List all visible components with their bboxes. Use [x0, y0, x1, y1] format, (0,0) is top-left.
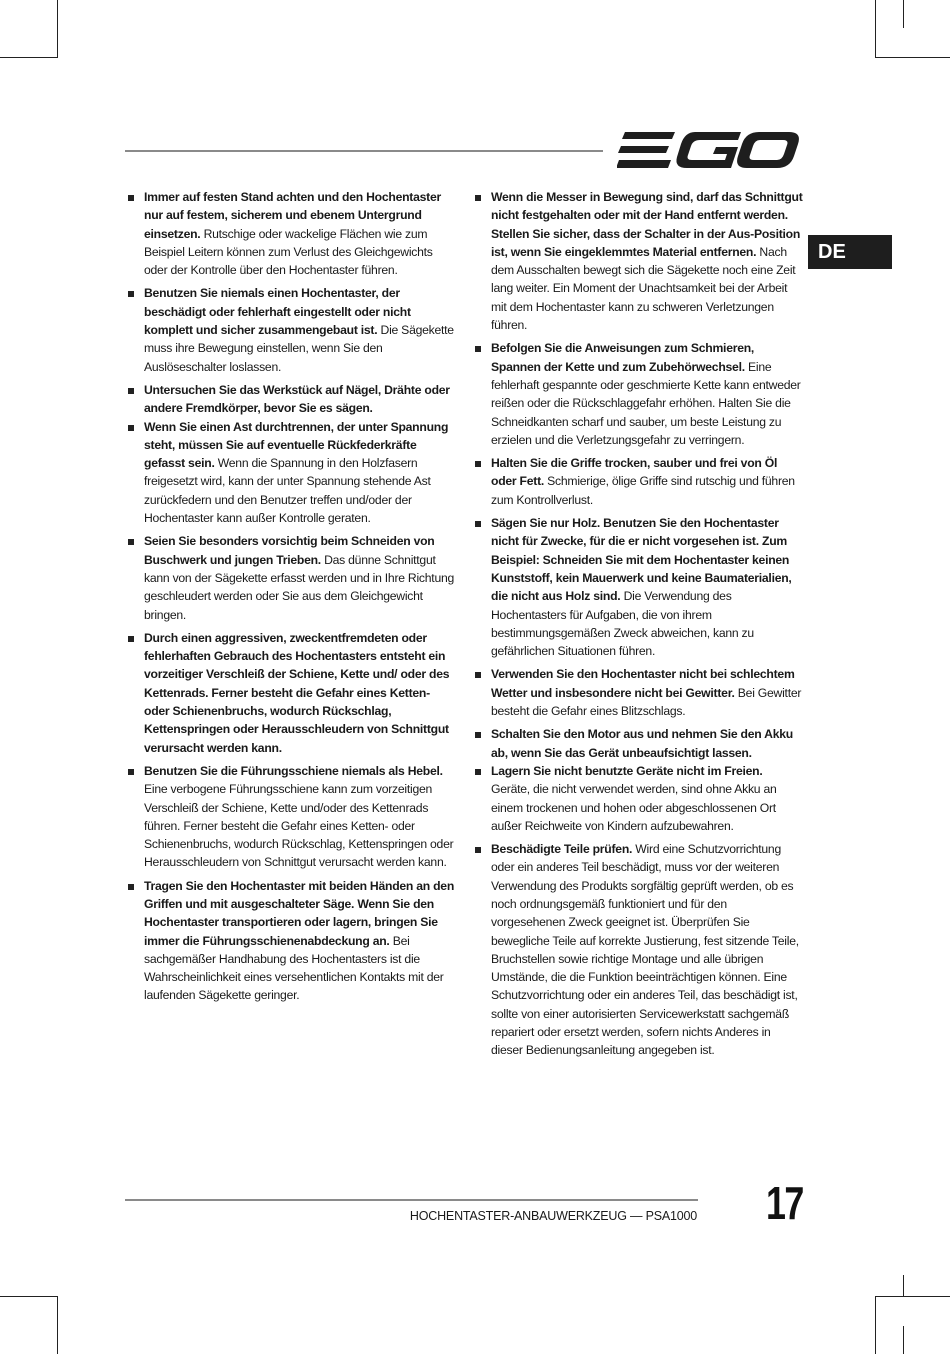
item-bold-text: Beschädigte Teile prüfen. — [491, 842, 633, 857]
item-text: Bei Gewitter besteht die Gefahr eines Blitzschlags. — [491, 685, 802, 719]
bullet-icon — [128, 388, 134, 394]
item-text: Nach dem Ausschalten bewegt sich die Sägekette noch eine Zeit lang weiter. Ein Moment der Unachtsamkeit bei der Arbeit mit dem Hochentaster kann zu schweren Verletzungen führen. — [491, 244, 796, 333]
item-bold-text: Wenn die Messer in Bewegung sind, darf das Schnittgut nicht festgehalten oder mit der Hand entfernt werden. Stellen Sie sicher, dass der Schalter in der Aus-Position ist, wenn Sie eingeklemmtes Material entfernen. — [491, 190, 803, 259]
list-item — [127, 284, 457, 375]
crop-mark — [875, 1296, 876, 1354]
item-text: Eine fehlerhaft gespannte oder geschmierte Kette kann entweder reißen oder die Rückschlaggefahr erhöhen. Halten Sie die Schneidkanten scharf und sauber, um beste Leistung zu erzielen und die Verletzungsgefahr zu verringern. — [491, 359, 801, 447]
item-bold-text: Verwenden Sie den Hochentaster nicht bei schlechtem Wetter und insbesondere nicht bei Gewitter. — [491, 667, 795, 700]
bullet-icon — [475, 732, 481, 738]
item-bold-text: Sägen Sie nur Holz. Benutzen Sie den Hochentaster nicht für Zwecke, für die er nicht vorgesehen ist. Zum Beispiel: Schneiden Sie mit dem Hochentaster keinen Kunststoff, kein Mauerwerk und keine Baumaterialien, die nicht aus Holz sind. — [491, 516, 792, 604]
list-item — [127, 877, 457, 1005]
page-number: 17 — [766, 1177, 803, 1229]
item-bold-text: Untersuchen Sie das Werkstück auf Nägel, Drähte oder andere Fremdkörper, bevor Sie es sägen. — [144, 382, 450, 416]
bullet-icon — [128, 291, 134, 297]
crop-mark — [875, 1296, 950, 1297]
item-bold-text: Seien Sie besonders vorsichtig beim Schneiden von Buschwerk und jungen Trieben. — [144, 534, 435, 567]
item-bold-text: Schalten Sie den Motor aus und nehmen Sie den Akku ab, wenn Sie das Gerät unbeaufsichtigt lassen. — [491, 727, 793, 760]
bullet-icon — [475, 521, 481, 527]
crop-mark — [903, 1275, 904, 1297]
footer-rule — [125, 1199, 698, 1201]
item-text: Wird eine Schutzvorrichtung oder ein anderes Teil beschädigt, muss vor der weiteren Verwendung des Produkts sorgfältig geprüft werden, ob es noch ordnungsgemäß funktioniert und für den vorgesehenen Zweck geeignet ist. Überprüfen Sie bewegliche Teile auf korrekte Justierung, fest sitzende Teile, Bruchstellen sowie richtige Montage und alle übrigen Umstände, die die Funktion beeinträchtigen können. Eine Schutzvorrichtung oder ein anderes Teil, das beschädigt ist, sollte von einer autorisierten Servicewerkstatt sachgemäß repariert oder ersetzt werden, sofern nichts Anderes in dieser Bedienungsanleitung angegeben ist. — [491, 842, 799, 1058]
item-bold-text: Benutzen Sie niemals einen Hochentaster, der beschädigt oder fehlerhaft eingestellt oder nicht komplett und sicher zusammengebaut ist. — [144, 286, 411, 338]
item-bold-text: Wenn Sie einen Ast durchtrennen, der unter Spannung steht, müssen Sie auf eventuelle Rückfederkräfte gefasst sein. — [144, 419, 449, 471]
footer-title: HOCHENTASTER-ANBAUWERKZEUG — PSA1000 — [409, 1209, 697, 1223]
item-bold-text: Halten Sie die Griffe trocken, sauber und frei von Öl oder Fett. — [491, 456, 778, 489]
right-column — [474, 188, 804, 1065]
item-text: Wenn die Spannung in den Holzfasern freigesetzt wird, kann der unter Spannung stehende Ast zurückfedern und den Benutzer treffen und/oder der Hochentaster kann außer Kontrolle geraten. — [144, 456, 431, 526]
list-item — [474, 840, 804, 1060]
list-item — [127, 629, 457, 757]
crop-mark — [875, 57, 950, 58]
bullet-icon — [475, 195, 481, 201]
item-text: Die Verwendung des Hochentasters für Aufgaben, die von ihrem bestimmungsgemäßen Zweck abweichen, kann zu gefährlichen Situationen führen. — [491, 589, 754, 659]
bullet-icon — [128, 539, 134, 545]
list-item — [127, 762, 457, 872]
left-column — [127, 188, 457, 1010]
crop-mark — [903, 0, 904, 28]
crop-mark — [0, 57, 58, 58]
bullet-icon — [128, 769, 134, 775]
bullet-icon — [128, 195, 134, 201]
crop-mark — [57, 1296, 58, 1354]
list-item — [127, 188, 457, 279]
list-item — [474, 188, 804, 334]
item-bold-text: Benutzen Sie die Führungsschiene niemals als Hebel. — [144, 763, 443, 778]
crop-mark — [903, 1326, 904, 1354]
list-item — [127, 381, 457, 418]
crop-mark — [0, 1296, 58, 1297]
list-item — [474, 725, 804, 762]
item-text: Rutschige oder wackelige Flächen wie zum Beispiel Leitern können zum Verlust des Gleichgewichts oder der Kontrolle über den Hochentaster führen. — [144, 226, 433, 278]
item-bold-text: Immer auf festen Stand achten und den Hochentaster nur auf festem, sicherem und ebenem Untergrund einsetzen. — [144, 190, 441, 241]
item-bold-text: Durch einen aggressiven, zweckentfremdeten oder fehlerhaften Gebrauch des Hochentasters entsteht ein vorzeitiger Verschleiß der Schiene, Kette und/ oder des Kettenrads. Ferner besteht die Gefahr eines Ketten- oder Schienenbruchs, wodurch Rückschlag, Kettenspringen oder Herausschleudern von Schnittgut verursacht werden kann. — [144, 630, 450, 755]
bullet-icon — [475, 769, 481, 775]
list-item — [474, 762, 804, 835]
list-item — [474, 665, 804, 720]
crop-mark — [57, 0, 58, 58]
bullet-icon — [475, 346, 481, 352]
language-tab: DE — [808, 235, 892, 269]
item-text: Die Sägekette muss ihre Bewegung einstellen, wenn Sie den Auslöseschalter loslassen. — [144, 323, 454, 374]
bullet-icon — [128, 425, 134, 431]
crop-mark — [875, 0, 876, 58]
item-bold-text: Lagern Sie nicht benutzte Geräte nicht im Freien. — [491, 763, 763, 778]
bullet-icon — [475, 672, 481, 678]
item-text: Bei sachgemäßer Handhabung des Hochentasters ist die Wahrscheinlichkeit eines versehentlichen Kontakts mit der laufenden Sägekette geringer. — [144, 933, 444, 1003]
item-text: Schmierige, ölige Griffe sind rutschig und führen zum Kontrollverlust. — [491, 474, 795, 507]
bullet-icon — [128, 636, 134, 642]
list-item — [474, 514, 804, 660]
list-item — [127, 532, 457, 623]
item-text: Eine verbogene Führungsschiene kann zum vorzeitigen Verschleiß der Schiene, Kette und/oder des Kettenrads führen. Ferner besteht die Gefahr eines Ketten- oder Schienenbruchs, wodurch Rückschlag, Kettenspringen oder Herausschleudern von Schnittgut verursacht werden kann. — [144, 782, 454, 870]
bullet-icon — [475, 461, 481, 467]
item-text: Das dünne Schnittgut kann von der Sägekette erfasst werden und in Ihre Richtung geschleudert werden oder Sie aus dem Gleichgewicht bringen. — [144, 552, 455, 622]
item-bold-text: Befolgen Sie die Anweisungen zum Schmieren, Spannen der Kette und zum Zubehörwechsel. — [491, 341, 755, 374]
bullet-icon — [475, 847, 481, 853]
list-item — [474, 339, 804, 449]
item-bold-text: Tragen Sie den Hochentaster mit beiden Händen an den Griffen und mit ausgeschalteter Säge. Wenn Sie den Hochentaster transportieren oder lagern, bringen Sie immer die Führungsschienenabdeckung an. — [144, 878, 455, 948]
ego-logo — [617, 128, 799, 172]
item-text: Geräte, die nicht verwendet werden, sind ohne Akku an einem trockenen und hohen oder abgeschlossenen Ort außer Reichweite von Kindern aufzubewahren. — [491, 782, 777, 833]
bullet-icon — [128, 884, 134, 890]
header-rule — [125, 150, 603, 152]
list-item — [127, 418, 457, 528]
list-item — [474, 454, 804, 509]
